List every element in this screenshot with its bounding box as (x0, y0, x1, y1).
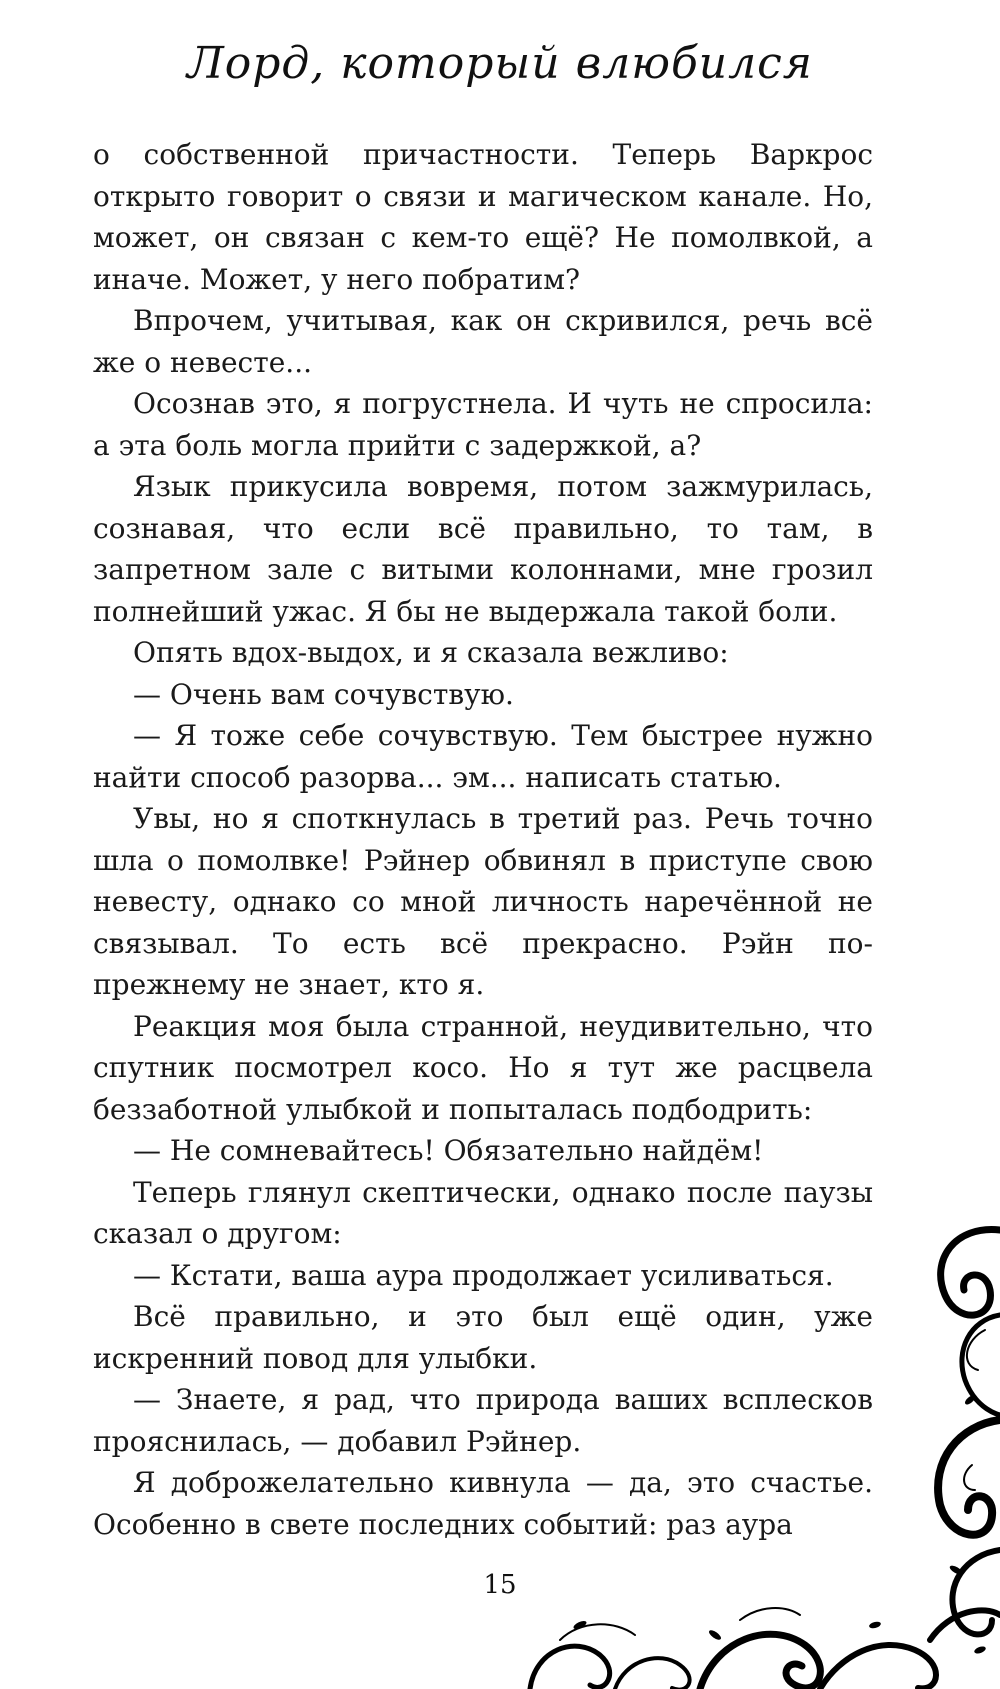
running-header-title: Лорд, который влюбился (187, 38, 813, 89)
swirl-ornament-icon (860, 1220, 1000, 1689)
paragraph: Язык прикусила вовремя, потом зажмурилась, сознавая, что если всё правильно, то там, в запретном зале с витыми колоннами, мне грозил полнейший ужас. Я бы не выдержала такой боли. (93, 470, 873, 628)
paragraph: Реакция моя была странной, неудивительно, что спутник посмотрел косо. Но я тут же расцвела беззаботной улыбкой и попыталась подбодрить: (93, 1009, 873, 1126)
paragraph: Впрочем, учитывая, как он скривился, речь всё же о невесте... (93, 304, 873, 379)
page-text-body (93, 134, 873, 1545)
paragraph: Теперь глянул скептически, однако после паузы сказал о другом: (93, 1175, 873, 1250)
paragraph: Осознав это, я погрустнела. И чуть не спросила: а эта боль могла прийти с задержкой, а? (93, 387, 873, 462)
dialogue-line: — Знаете, я рад, что природа ваших всплесков прояснилась, — добавил Рэйнер. (93, 1383, 873, 1458)
paragraph: Увы, но я споткнулась в третий раз. Речь точно шла о помолвке! Рэйнер обвинял в приступе свою невесту, однако со мной личность наречённой не связывал. То есть всё прекрасно. Рэйн по-прежнему не знает, кто я. (93, 802, 873, 1001)
paragraph: Опять вдох-выдох, и я сказала вежливо: (133, 636, 729, 669)
paragraph: Я доброжелательно кивнула — да, это счастье. Особенно в свете последних событий: раз аура (93, 1466, 873, 1541)
page-number: 15 (483, 1570, 517, 1600)
paragraph: о собственной причастности. Теперь Варкрос открыто говорит о связи и магическом канале. Но, может, он связан с кем-то ещё? Не помолвкой, а иначе. Может, у него побратим? (93, 138, 873, 296)
dialogue-line: — Не сомневайтесь! Обязательно найдём! (133, 1134, 764, 1167)
dialogue-line: — Я тоже себе сочувствую. Тем быстрее нужно найти способ разорва... эм... написать статью. (93, 719, 873, 794)
dialogue-line: — Очень вам сочувствую. (133, 677, 514, 711)
dialogue-line: — Кстати, ваша аура продолжает усиливаться. (133, 1258, 834, 1292)
paragraph: Всё правильно, и это был ещё один, уже искренний повод для улыбки. (93, 1300, 873, 1375)
